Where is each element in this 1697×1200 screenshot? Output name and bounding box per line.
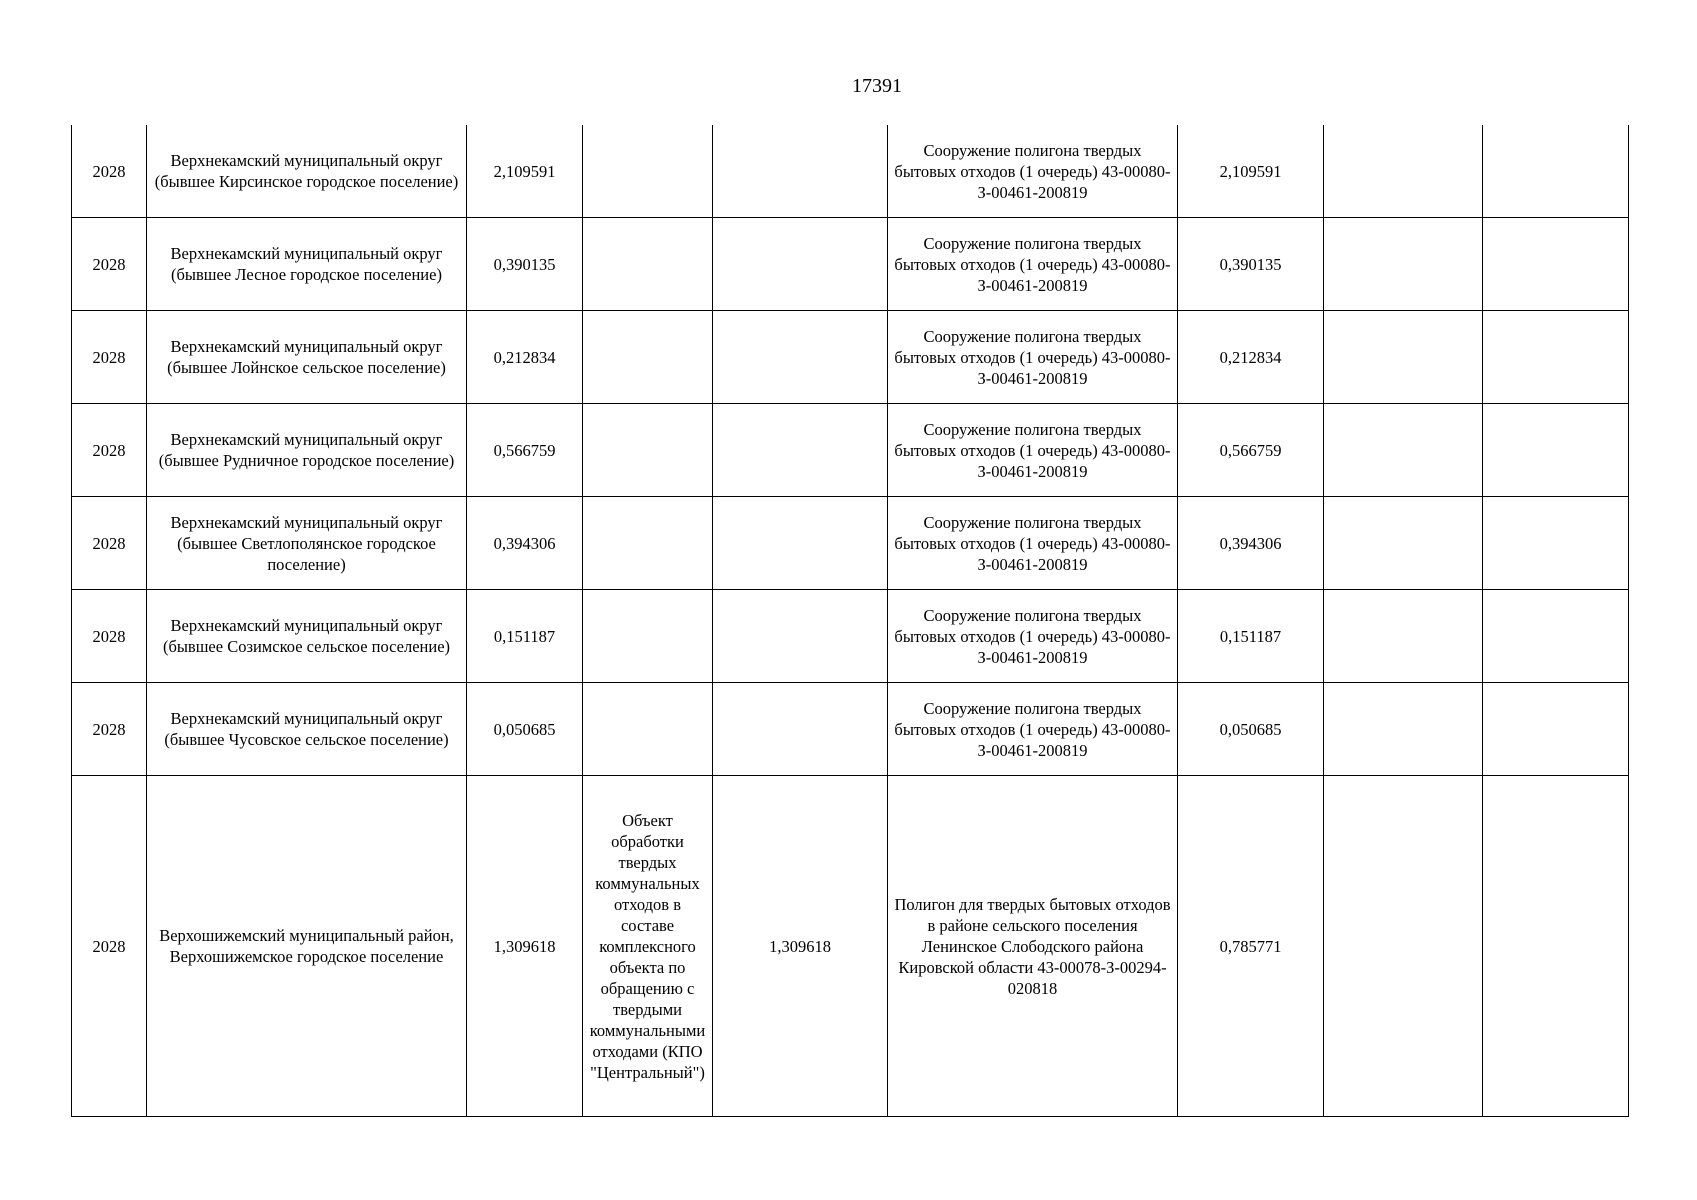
- mass-cell: 0,212834: [467, 311, 583, 404]
- processing-object-cell: [583, 497, 713, 590]
- disposal-mass-cell: 0,785771: [1178, 776, 1324, 1117]
- year-cell: 2028: [72, 125, 147, 218]
- disposal-object-cell: Сооружение полигона твердых бытовых отходов (1 очередь) 43-00080-З-00461-200819: [888, 125, 1178, 218]
- municipality-cell: Верхнекамский муниципальный округ (бывшее Рудничное городское поселение): [147, 404, 467, 497]
- table-row: [72, 776, 1629, 1117]
- municipality-cell: Верхнекамский муниципальный округ (бывшее Светлополянское городское поселение): [147, 497, 467, 590]
- empty-cell: [1483, 590, 1629, 683]
- empty-cell: [1483, 125, 1629, 218]
- empty-cell: [1324, 125, 1483, 218]
- empty-cell: [1324, 776, 1483, 1117]
- processing-mass-cell: [713, 218, 888, 311]
- table-row: [72, 311, 1629, 404]
- mass-cell: 0,390135: [467, 218, 583, 311]
- processing-object-cell: [583, 683, 713, 776]
- processing-object-cell: [583, 125, 713, 218]
- mass-cell: 1,309618: [467, 776, 583, 1117]
- empty-cell: [1324, 311, 1483, 404]
- municipality-cell: Верхнекамский муниципальный округ (бывшее Чусовское сельское поселение): [147, 683, 467, 776]
- disposal-mass-cell: 0,212834: [1178, 311, 1324, 404]
- year-cell: 2028: [72, 590, 147, 683]
- municipality-cell: Верхнекамский муниципальный округ (бывшее Созимское сельское поселение): [147, 590, 467, 683]
- year-cell: 2028: [72, 497, 147, 590]
- processing-mass-cell: 1,309618: [713, 776, 888, 1117]
- empty-cell: [1324, 404, 1483, 497]
- year-cell: 2028: [72, 776, 147, 1117]
- disposal-mass-cell: 0,390135: [1178, 218, 1324, 311]
- processing-object-cell: [583, 590, 713, 683]
- processing-mass-cell: [713, 683, 888, 776]
- year-cell: 2028: [72, 683, 147, 776]
- year-cell: 2028: [72, 404, 147, 497]
- disposal-mass-cell: 0,394306: [1178, 497, 1324, 590]
- mass-cell: 0,151187: [467, 590, 583, 683]
- disposal-mass-cell: 0,151187: [1178, 590, 1324, 683]
- municipality-cell: Верхнекамский муниципальный округ (бывшее Лесное городское поселение): [147, 218, 467, 311]
- disposal-mass-cell: 0,050685: [1178, 683, 1324, 776]
- empty-cell: [1483, 776, 1629, 1117]
- page-number: 17391: [852, 75, 902, 97]
- processing-object-cell: [583, 311, 713, 404]
- empty-cell: [1324, 497, 1483, 590]
- waste-flow-table: [71, 125, 1629, 1117]
- processing-mass-cell: [713, 125, 888, 218]
- municipality-cell: Верхнекамский муниципальный округ (бывшее Лойнское сельское поселение): [147, 311, 467, 404]
- processing-mass-cell: [713, 590, 888, 683]
- processing-mass-cell: [713, 404, 888, 497]
- disposal-object-cell: Сооружение полигона твердых бытовых отходов (1 очередь) 43-00080-З-00461-200819: [888, 311, 1178, 404]
- disposal-object-cell: Сооружение полигона твердых бытовых отходов (1 очередь) 43-00080-З-00461-200819: [888, 497, 1178, 590]
- mass-cell: 2,109591: [467, 125, 583, 218]
- year-cell: 2028: [72, 218, 147, 311]
- disposal-object-cell: Сооружение полигона твердых бытовых отходов (1 очередь) 43-00080-З-00461-200819: [888, 590, 1178, 683]
- empty-cell: [1324, 218, 1483, 311]
- table-row: [72, 125, 1629, 218]
- processing-object-cell: [583, 404, 713, 497]
- disposal-object-cell: Полигон для твердых бытовых отходов в районе сельского поселения Ленинское Слободского района Кировской области 43-00078-З-00294-020818: [888, 776, 1178, 1117]
- municipality-cell: Верхошижемский муниципальный район, Верхошижемское городское поселение: [147, 776, 467, 1117]
- empty-cell: [1324, 683, 1483, 776]
- table-row: [72, 218, 1629, 311]
- table-row: [72, 590, 1629, 683]
- processing-object-cell: Объект обработки твердых коммунальных отходов в составе комплексного объекта по обращению с твердыми коммунальными отходами (КПО "Центральный"): [583, 776, 713, 1117]
- table-body: [72, 125, 1629, 1117]
- empty-cell: [1483, 404, 1629, 497]
- empty-cell: [1483, 683, 1629, 776]
- disposal-object-cell: Сооружение полигона твердых бытовых отходов (1 очередь) 43-00080-З-00461-200819: [888, 218, 1178, 311]
- municipality-cell: Верхнекамский муниципальный округ (бывшее Кирсинское городское поселение): [147, 125, 467, 218]
- processing-mass-cell: [713, 497, 888, 590]
- disposal-mass-cell: 2,109591: [1178, 125, 1324, 218]
- processing-mass-cell: [713, 311, 888, 404]
- empty-cell: [1324, 590, 1483, 683]
- mass-cell: 0,566759: [467, 404, 583, 497]
- empty-cell: [1483, 218, 1629, 311]
- empty-cell: [1483, 311, 1629, 404]
- disposal-mass-cell: 0,566759: [1178, 404, 1324, 497]
- disposal-object-cell: Сооружение полигона твердых бытовых отходов (1 очередь) 43-00080-З-00461-200819: [888, 683, 1178, 776]
- disposal-object-cell: Сооружение полигона твердых бытовых отходов (1 очередь) 43-00080-З-00461-200819: [888, 404, 1178, 497]
- processing-object-cell: [583, 218, 713, 311]
- mass-cell: 0,394306: [467, 497, 583, 590]
- year-cell: 2028: [72, 311, 147, 404]
- table-row: [72, 683, 1629, 776]
- table-row: [72, 404, 1629, 497]
- mass-cell: 0,050685: [467, 683, 583, 776]
- empty-cell: [1483, 497, 1629, 590]
- table-row: [72, 497, 1629, 590]
